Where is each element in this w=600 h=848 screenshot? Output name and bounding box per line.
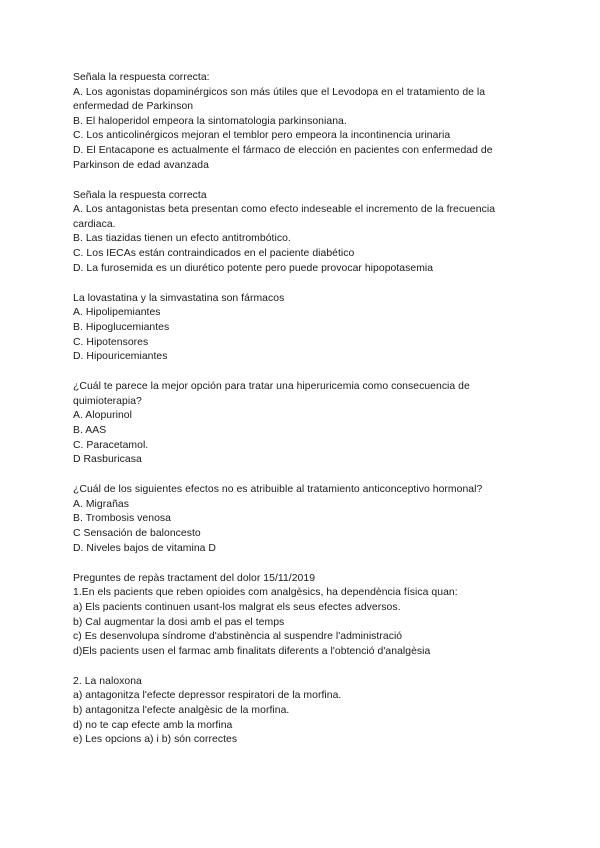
answer-option: C. Hipotensores <box>73 336 149 348</box>
section-heading: Preguntes de repàs tractament del dolor 15/11/2019 <box>73 572 316 584</box>
answer-option-continued: cardiaca. <box>73 218 116 230</box>
question-text-continued: quimioterapia? <box>73 395 142 407</box>
answer-option: C. Los IECAs están contraindicados en el paciente diabético <box>73 248 355 260</box>
answer-option: d)Els pacients usen el farmac amb finalitats diferents a l'obtenció d'analgèsia <box>73 645 431 657</box>
answer-option: b) Cal augmentar la dosi amb el pas el temps <box>73 616 285 628</box>
answer-option: B. AAS <box>73 424 107 436</box>
answer-option: C Sensación de baloncesto <box>73 528 201 540</box>
answer-option: D. El Entacapone es actualmente el fármaco de elección en pacientes con enfermedad de <box>73 144 493 156</box>
question-block-parkinson <box>73 71 533 173</box>
answer-option: C. Los anticolinérgicos mejoran el temblor pero empeora la incontinencia urinaria <box>73 130 451 142</box>
answer-option: e) Les opcions a) i b) són correctes <box>73 734 238 746</box>
answer-option-continued: Parkinson de edad avanzada <box>73 159 209 171</box>
question-block-cardiovascular <box>73 189 533 277</box>
question-block-statins <box>73 292 533 365</box>
answer-option: D. Niveles bajos de vitamina D <box>73 542 216 554</box>
question-text: 1.En els pacients que reben opioides com analgèsics, ha dependència física quan: <box>73 587 458 599</box>
question-text: 2. La naloxona <box>73 675 142 687</box>
answer-option: B. Trombosis venosa <box>73 513 171 525</box>
answer-option: A. Alopurinol <box>73 410 132 422</box>
answer-option: A. Los antagonistas beta presentan como efecto indeseable el incremento de la frecuencia <box>73 204 496 216</box>
answer-option: a) antagonitza l'efecte depressor respiratori de la morfina. <box>73 690 342 702</box>
answer-option: A. Los agonistas dopaminérgicos son más útiles que el Levodopa en el tratamiento de la <box>73 86 486 98</box>
answer-option: a) Els pacients continuen usant-los malgrat els seus efectes adversos. <box>73 601 401 613</box>
answer-option: d) no te cap efecte amb la morfina <box>73 719 233 731</box>
answer-option: b) antagonitza l'efecte analgèsic de la morfina. <box>73 704 290 716</box>
answer-option: C. Paracetamol. <box>73 439 149 451</box>
answer-option: B. El haloperidol empeora la sintomatologia parkinsoniana. <box>73 115 347 127</box>
answer-option: B. Hipoglucemiantes <box>73 321 170 333</box>
answer-option: A. Hipolipemiantes <box>73 307 161 319</box>
question-text: La lovastatina y la simvastatina son fármacos <box>73 292 285 304</box>
question-block-opioid-dependence <box>73 572 533 660</box>
question-block-hyperuricemia <box>73 380 533 468</box>
answer-option: D. Hipouricemiantes <box>73 351 168 363</box>
question-text: ¿Cuál de los siguientes efectos no es atribuible al tratamiento anticonceptivo hormonal? <box>73 484 483 496</box>
answer-option: A. Migrañas <box>73 498 129 510</box>
question-text: Señala la respuesta correcta: <box>73 72 210 83</box>
answer-option-continued: enfermedad de Parkinson <box>73 101 194 113</box>
answer-option: D. La furosemida es un diurético potente pero puede provocar hipopotasemia <box>73 262 434 274</box>
document-page <box>73 71 533 763</box>
answer-option: c) Es desenvolupa síndrome d'abstinència al suspendre l'administració <box>73 631 403 643</box>
answer-option: B. Las tiazidas tienen un efecto antitrombótico. <box>73 233 291 245</box>
question-block-contraceptive <box>73 483 533 556</box>
question-text: Señala la respuesta correcta <box>73 189 207 201</box>
question-block-naloxone <box>73 675 533 748</box>
answer-option: D Rasburicasa <box>73 454 142 466</box>
question-text: ¿Cuál te parece la mejor opción para tratar una hiperuricemia como consecuencia de <box>73 381 470 393</box>
